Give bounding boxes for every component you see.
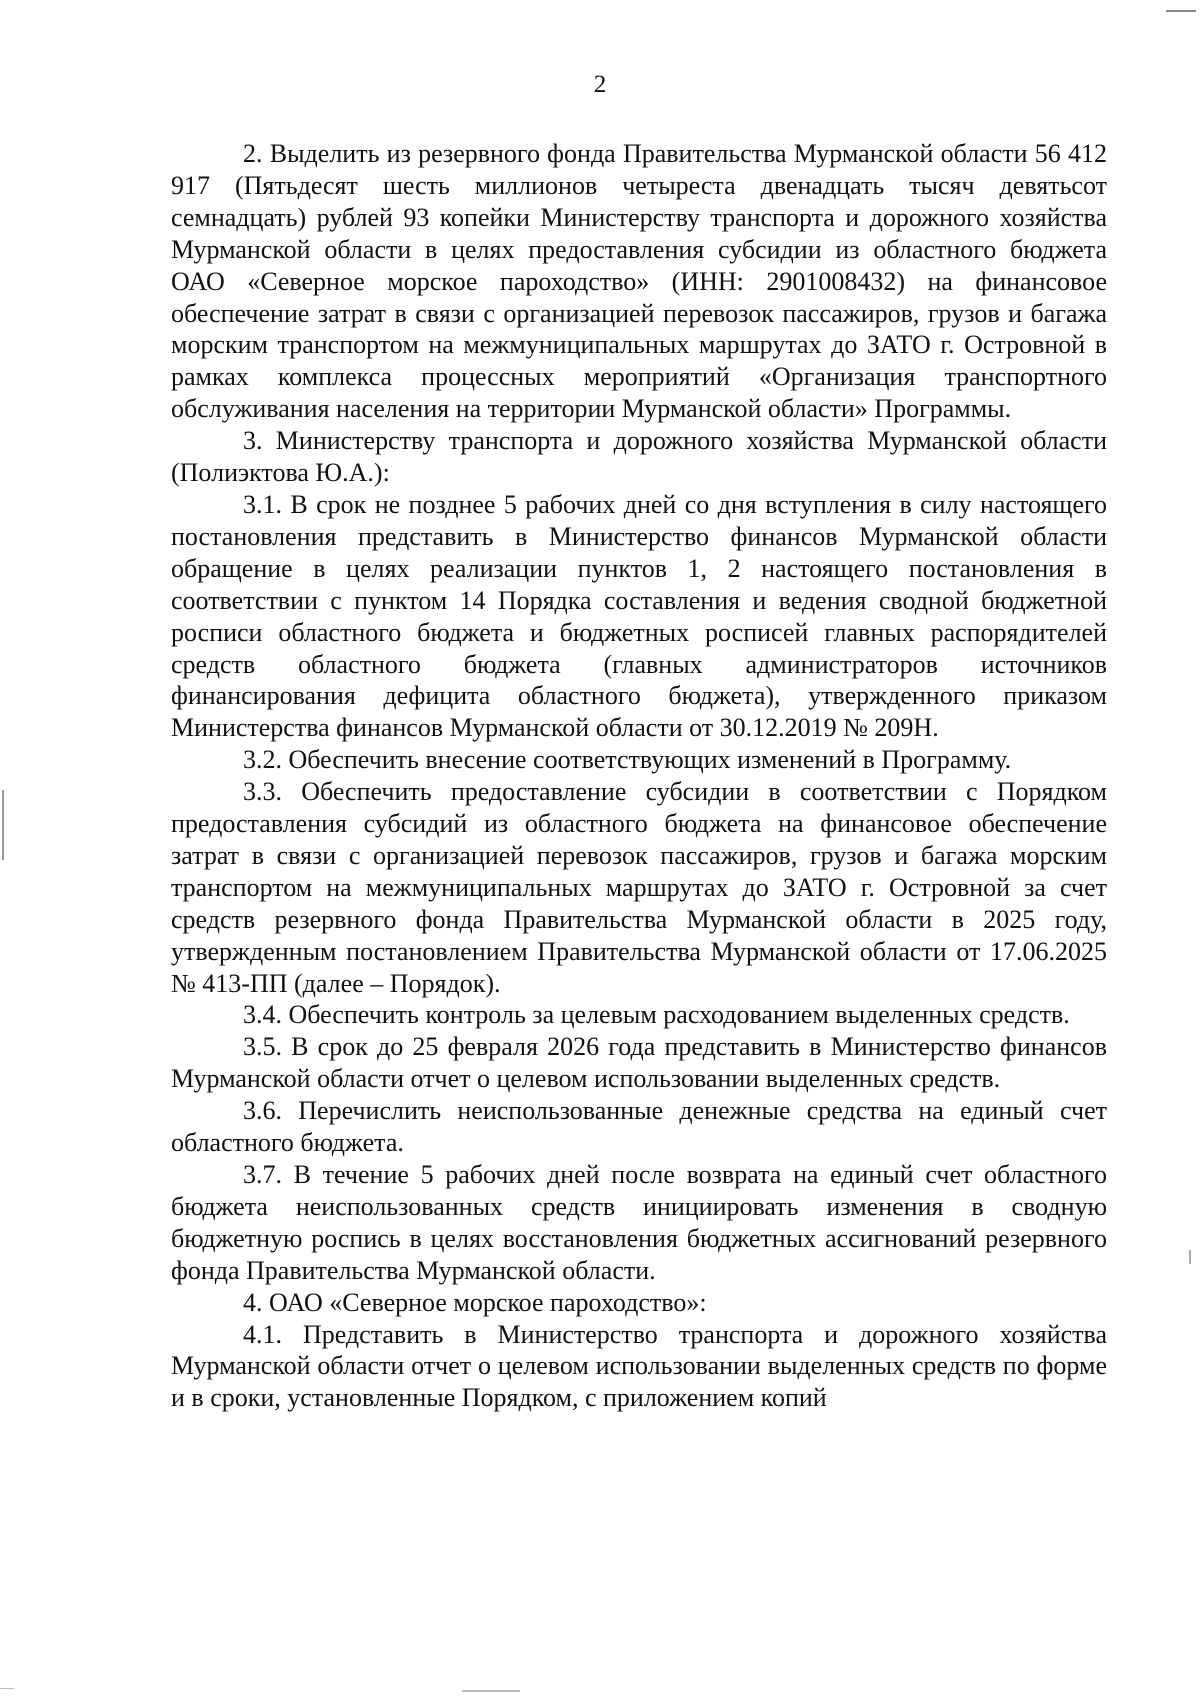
scan-artifact-mark — [1166, 10, 1196, 12]
document-body — [171, 138, 1107, 1414]
paragraph-3-7: 3.7. В течение 5 рабочих дней после возврата на единый счет областного бюджета неиспользованных средств инициировать изменения в сводную бюджетную роспись в целях восстановления бюджетных ассигнований резервного фонда Правительства Мурманской области. — [171, 1160, 1107, 1285]
paragraph-4-1: 4.1. Представить в Министерство транспорта и дорожного хозяйства Мурманской области отчет о целевом использовании выделенных средств по форме и в сроки, установленные Порядком, с приложением копий — [171, 1319, 1107, 1413]
paragraph-3-3: 3.3. Обеспечить предоставление субсидии в соответствии с Порядком предоставления субсидий из областного бюджета на финансовое обеспечение затрат в связи с организацией перевозок пассажиров, грузов и багажа морским транспортом на межмуниципальных маршрутах до ЗАТО г. Островной за счет средств резервного фонда Правительства Мурманской области в 2025 году, утвержденным постановлением Правительства Мурманской области от 17.06.2025 № 413-ПП (далее – Порядок). — [171, 777, 1107, 998]
scan-artifact-mark — [2, 790, 4, 860]
paragraph-3-6: 3.6. Перечислить неиспользованные денежные средства на единый счет областного бюджета. — [171, 1096, 1107, 1158]
paragraph-3-1: 3.1. В срок не позднее 5 рабочих дней со дня вступления в силу настоящего постановления представить в Министерство финансов Мурманской области обращение в целях реализации пунктов 1, 2 настоящего постановления в соответствии с пунктом 14 Порядка составления и ведения сводной бюджетной росписи областного бюджета и бюджетных росписей главных распорядителей средств областного бюджета (главных администраторов источников финансирования дефицита областного бюджета), утвержденного приказом Министерства финансов Мурманской области от 30.12.2019 № 209Н. — [171, 489, 1107, 743]
paragraph-4: 4. ОАО «Северное морское пароходство»: — [243, 1287, 707, 1317]
scan-artifact-mark — [1189, 1250, 1191, 1264]
paragraph-2: 2. Выделить из резервного фонда Правительства Мурманской области 56 412 917 (Пятьдесят шесть миллионов четыреста двенадцать тысяч девятьсот семнадцать) рублей 93 копейки Министерству транспорта и дорожного хозяйства Мурманской области в целях предоставления субсидии из областного бюджета ОАО «Северное морское пароходство» (ИНН: 2901008432) на финансовое обеспечение затрат в связи с организацией перевозок пассажиров, грузов и багажа морским транспортом на межмуниципальных маршрутах до ЗАТО г. Островной в рамках комплекса процессных мероприятий «Организация транспортного обслуживания населения на территории Мурманской области» Программы. — [171, 139, 1107, 424]
scan-artifact-mark — [462, 1690, 520, 1692]
paragraph-3-4: 3.4. Обеспечить контроль за целевым расходованием выделенных средств. — [243, 1000, 1070, 1030]
scan-artifact-mark — [0, 1688, 14, 1689]
paragraph-3: 3. Министерству транспорта и дорожного хозяйства Мурманской области (Полиэктова Ю.А.): — [171, 426, 1107, 488]
paragraph-3-2: 3.2. Обеспечить внесение соответствующих изменений в Программу. — [243, 745, 1012, 775]
page-number: 2 — [593, 71, 607, 98]
paragraph-3-5: 3.5. В срок до 25 февраля 2026 года представить в Министерство финансов Мурманской области отчет о целевом использовании выделенных средств. — [171, 1032, 1107, 1094]
